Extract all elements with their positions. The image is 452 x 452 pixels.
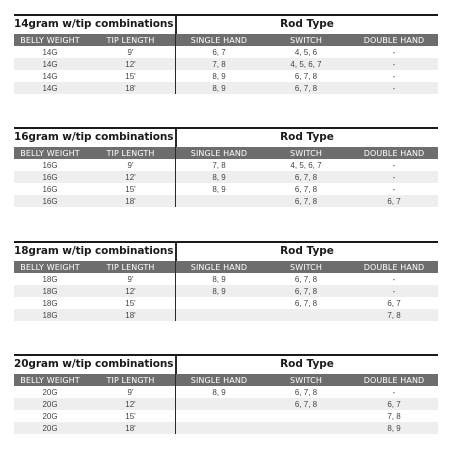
cell-switch: 4, 5, 6, 7 bbox=[290, 59, 322, 69]
cell-single-hand bbox=[176, 398, 262, 410]
table-row bbox=[14, 58, 438, 70]
cell-single-hand: 6, 7 bbox=[212, 47, 226, 57]
cell-switch bbox=[262, 309, 350, 321]
table-row bbox=[14, 159, 438, 171]
cell-belly-weight: 20G bbox=[42, 387, 58, 397]
table-title-bar bbox=[14, 14, 438, 34]
cell-single-hand bbox=[176, 297, 262, 309]
rod-type-heading: Rod Type bbox=[280, 18, 334, 30]
cell-switch: 6, 7, 8 bbox=[294, 83, 318, 93]
cell-single-hand: 8, 9 bbox=[212, 172, 226, 182]
cell-tip-length: 9' bbox=[86, 273, 176, 285]
cell-single-hand: 8, 9 bbox=[212, 274, 226, 284]
cell-switch: 6, 7, 8 bbox=[294, 71, 318, 81]
table-row bbox=[14, 183, 438, 195]
cell-double-hand: - bbox=[392, 286, 396, 296]
cell-switch: 6, 7, 8 bbox=[294, 196, 318, 206]
column-header-row bbox=[14, 374, 438, 386]
cell-double-hand: - bbox=[392, 71, 396, 81]
column-header-single-hand: SINGLE HAND bbox=[190, 375, 248, 385]
column-header-belly-weight: BELLY WEIGHT bbox=[20, 375, 80, 385]
cell-belly-weight: 20G bbox=[42, 423, 58, 433]
cell-tip-length: 15' bbox=[86, 70, 176, 82]
cell-double-hand: 6, 7 bbox=[387, 196, 401, 206]
cell-belly-weight: 20G bbox=[42, 399, 58, 409]
cell-double-hand: - bbox=[392, 274, 396, 284]
table-row bbox=[14, 171, 438, 183]
cell-tip-length: 15' bbox=[86, 297, 176, 309]
cell-single-hand bbox=[176, 410, 262, 422]
cell-double-hand: - bbox=[392, 83, 396, 93]
cell-belly-weight: 16G bbox=[42, 172, 58, 182]
rod-type-heading: Rod Type bbox=[280, 358, 334, 370]
cell-double-hand: 6, 7 bbox=[387, 399, 401, 409]
combination-table bbox=[14, 354, 438, 434]
cell-belly-weight: 14G bbox=[42, 59, 58, 69]
table-title-bar bbox=[14, 127, 438, 147]
table-row bbox=[14, 410, 438, 422]
cell-belly-weight: 18G bbox=[42, 286, 58, 296]
cell-belly-weight: 20G bbox=[42, 411, 58, 421]
cell-belly-weight: 18G bbox=[42, 310, 58, 320]
cell-belly-weight: 14G bbox=[42, 83, 58, 93]
cell-single-hand: 8, 9 bbox=[212, 387, 226, 397]
column-header-double-hand: DOUBLE HAND bbox=[363, 148, 425, 158]
cell-tip-length: 9' bbox=[86, 46, 176, 58]
column-header-single-hand: SINGLE HAND bbox=[190, 35, 248, 45]
rod-type-heading: Rod Type bbox=[280, 131, 334, 143]
column-header-switch: SWITCH bbox=[290, 375, 322, 385]
column-header-switch: SWITCH bbox=[290, 148, 322, 158]
table-row bbox=[14, 70, 438, 82]
cell-single-hand: 8, 9 bbox=[212, 286, 226, 296]
cell-tip-length: 9' bbox=[86, 386, 176, 398]
cell-tip-length: 18' bbox=[86, 195, 176, 207]
column-header-row bbox=[14, 261, 438, 273]
table-row bbox=[14, 273, 438, 285]
cell-single-hand bbox=[176, 195, 262, 207]
combination-table bbox=[14, 127, 438, 207]
cell-tip-length: 15' bbox=[86, 410, 176, 422]
cell-double-hand: - bbox=[392, 184, 396, 194]
cell-belly-weight: 16G bbox=[42, 196, 58, 206]
cell-tip-length: 15' bbox=[86, 183, 176, 195]
column-header-row bbox=[14, 34, 438, 46]
cell-switch: 6, 7, 8 bbox=[294, 286, 318, 296]
cell-single-hand: 8, 9 bbox=[212, 71, 226, 81]
combination-table bbox=[14, 241, 438, 321]
rod-type-heading: Rod Type bbox=[280, 245, 334, 257]
table-title-bar bbox=[14, 241, 438, 261]
table-row bbox=[14, 309, 438, 321]
column-header-tip-length: TIP LENGTH bbox=[86, 261, 176, 273]
cell-tip-length: 18' bbox=[86, 309, 176, 321]
cell-double-hand: - bbox=[392, 387, 396, 397]
cell-double-hand: - bbox=[392, 47, 396, 57]
table-row bbox=[14, 422, 438, 434]
cell-belly-weight: 16G bbox=[42, 184, 58, 194]
cell-double-hand: 7, 8 bbox=[387, 411, 401, 421]
cell-tip-length: 18' bbox=[86, 82, 176, 94]
cell-double-hand: 6, 7 bbox=[387, 298, 401, 308]
table-title: 20gram w/tip combinations bbox=[14, 358, 174, 370]
table-row bbox=[14, 195, 438, 207]
column-header-belly-weight: BELLY WEIGHT bbox=[20, 35, 80, 45]
column-header-row bbox=[14, 147, 438, 159]
cell-double-hand: 7, 8 bbox=[387, 310, 401, 320]
column-header-switch: SWITCH bbox=[290, 262, 322, 272]
table-row bbox=[14, 398, 438, 410]
table-row bbox=[14, 46, 438, 58]
cell-tip-length: 12' bbox=[86, 58, 176, 70]
table-row bbox=[14, 386, 438, 398]
cell-tip-length: 18' bbox=[86, 422, 176, 434]
cell-belly-weight: 14G bbox=[42, 47, 58, 57]
cell-belly-weight: 18G bbox=[42, 298, 58, 308]
cell-switch bbox=[262, 410, 350, 422]
cell-belly-weight: 18G bbox=[42, 274, 58, 284]
column-header-double-hand: DOUBLE HAND bbox=[363, 262, 425, 272]
table-title: 16gram w/tip combinations bbox=[14, 131, 174, 143]
cell-tip-length: 12' bbox=[86, 285, 176, 297]
column-header-double-hand: DOUBLE HAND bbox=[363, 375, 425, 385]
cell-single-hand bbox=[176, 309, 262, 321]
column-header-tip-length: TIP LENGTH bbox=[86, 34, 176, 46]
cell-single-hand: 7, 8 bbox=[212, 59, 226, 69]
cell-switch: 6, 7, 8 bbox=[294, 172, 318, 182]
column-header-switch: SWITCH bbox=[290, 35, 322, 45]
cell-double-hand: - bbox=[392, 160, 396, 170]
cell-tip-length: 12' bbox=[86, 398, 176, 410]
cell-double-hand: - bbox=[392, 59, 396, 69]
cell-switch: 6, 7, 8 bbox=[294, 298, 318, 308]
cell-single-hand: 7, 8 bbox=[212, 160, 226, 170]
cell-single-hand: 8, 9 bbox=[212, 184, 226, 194]
column-header-tip-length: TIP LENGTH bbox=[86, 374, 176, 386]
column-header-tip-length: TIP LENGTH bbox=[86, 147, 176, 159]
table-title: 18gram w/tip combinations bbox=[14, 245, 174, 257]
combination-table bbox=[14, 14, 438, 94]
cell-tip-length: 9' bbox=[86, 159, 176, 171]
table-row bbox=[14, 82, 438, 94]
cell-switch: 4, 5, 6 bbox=[294, 47, 318, 57]
table-title-bar bbox=[14, 354, 438, 374]
table-row bbox=[14, 297, 438, 309]
cell-tip-length: 12' bbox=[86, 171, 176, 183]
cell-switch: 6, 7, 8 bbox=[294, 399, 318, 409]
cell-single-hand bbox=[176, 422, 262, 434]
table-title: 14gram w/tip combinations bbox=[14, 18, 174, 30]
cell-belly-weight: 16G bbox=[42, 160, 58, 170]
table-row bbox=[14, 285, 438, 297]
cell-single-hand: 8, 9 bbox=[212, 83, 226, 93]
column-header-double-hand: DOUBLE HAND bbox=[363, 35, 425, 45]
cell-switch: 6, 7, 8 bbox=[294, 387, 318, 397]
cell-belly-weight: 14G bbox=[42, 71, 58, 81]
cell-switch: 6, 7, 8 bbox=[294, 274, 318, 284]
column-header-belly-weight: BELLY WEIGHT bbox=[20, 262, 80, 272]
cell-double-hand: - bbox=[392, 172, 396, 182]
cell-switch: 4, 5, 6, 7 bbox=[290, 160, 322, 170]
column-header-belly-weight: BELLY WEIGHT bbox=[20, 148, 80, 158]
cell-double-hand: 8, 9 bbox=[387, 423, 401, 433]
cell-switch: 6, 7, 8 bbox=[294, 184, 318, 194]
cell-switch bbox=[262, 422, 350, 434]
column-header-single-hand: SINGLE HAND bbox=[190, 262, 248, 272]
column-header-single-hand: SINGLE HAND bbox=[190, 148, 248, 158]
